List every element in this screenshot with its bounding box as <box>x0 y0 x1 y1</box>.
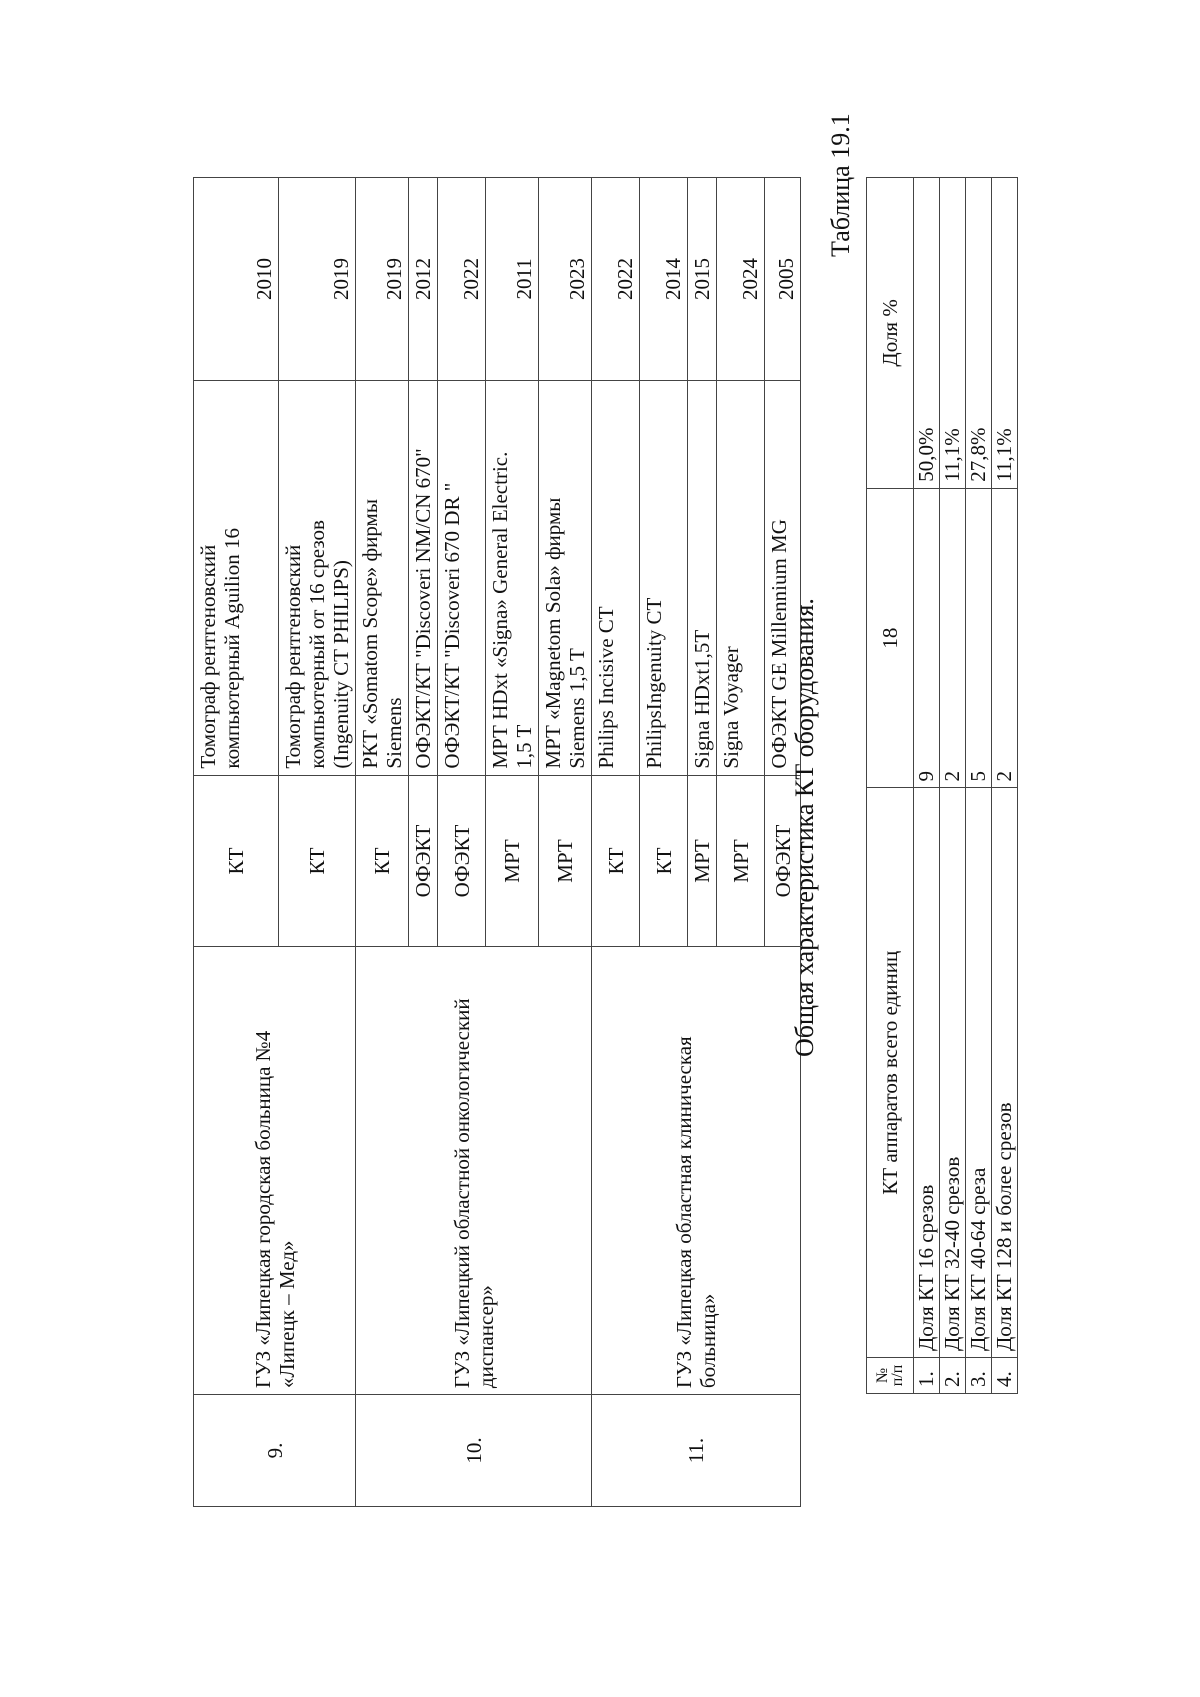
row-number: 1. <box>914 1358 940 1394</box>
row-name: Доля КТ 128 и более срезов <box>992 788 1018 1358</box>
equipment-model-line: ОФЭКТ/КТ "Discoveri 670 DR " <box>440 482 464 769</box>
row-share: 50,0% <box>914 178 940 489</box>
section-title: Общая характеристика КТ оборудования. <box>790 598 819 1057</box>
header-number-line: п/п <box>889 1364 906 1387</box>
table-row <box>194 178 279 1507</box>
table-number: Таблица 19.1 <box>826 113 855 257</box>
equipment-model <box>438 380 486 775</box>
row-name: Доля КТ 16 срезов <box>914 788 940 1358</box>
equipment-type: МРТ <box>688 775 717 947</box>
ct-summary-table <box>866 177 1018 1394</box>
organization-name-line: ГУЗ «Липецкий областной онкологический <box>449 998 474 1389</box>
install-year: 2024 <box>717 178 765 381</box>
equipment-model-line: Томограф рентгеновский <box>196 544 220 769</box>
install-year: 2019 <box>356 178 409 381</box>
row-count: 2 <box>940 488 966 788</box>
table-header-row <box>867 178 914 1394</box>
row-name: Доля КТ 40-64 среза <box>966 788 992 1358</box>
header-number-line: № <box>874 1367 891 1384</box>
organization-name-line: диспансер» <box>473 1285 498 1389</box>
equipment-model <box>688 380 717 775</box>
organization-name <box>592 947 801 1395</box>
equipment-type: ОФЭКТ <box>409 775 438 947</box>
install-year: 2019 <box>279 178 356 381</box>
equipment-model <box>279 380 356 775</box>
row-number: 11. <box>592 1395 801 1507</box>
equipment-model-line: Philips Incisive CT <box>594 606 618 769</box>
equipment-type: КТ <box>356 775 409 947</box>
install-year: 2012 <box>409 178 438 381</box>
equipment-table <box>193 177 801 1507</box>
organization-name-line: ГУЗ «Липецкая областная клиническая <box>672 1036 696 1389</box>
row-number: 10. <box>356 1395 592 1507</box>
equipment-type: КТ <box>279 775 356 947</box>
organization-name <box>194 947 356 1395</box>
install-year: 2014 <box>640 178 688 381</box>
organization-name-line: «Липецк – Мед» <box>274 1240 299 1389</box>
equipment-model-line: компьютерный от 16 срезов <box>305 520 329 769</box>
table-row <box>914 178 940 1394</box>
row-number: 3. <box>966 1358 992 1394</box>
equipment-model-line: МРТ «Magnetom Sola» фирмы <box>541 497 565 769</box>
equipment-model <box>194 380 279 775</box>
header-share: Доля % <box>867 178 914 489</box>
equipment-model-line: компьютерный Aguilion 16 <box>220 528 244 769</box>
row-number: 4. <box>992 1358 1018 1394</box>
equipment-type: ОФЭКТ <box>438 775 486 947</box>
organization-name-line: ГУЗ «Липецкая городская больница №4 <box>250 1030 275 1389</box>
install-year: 2015 <box>688 178 717 381</box>
install-year: 2023 <box>539 178 592 381</box>
equipment-model-line: PhilipsIngenuity CT <box>642 597 666 769</box>
equipment-model <box>592 380 640 775</box>
equipment-type: КТ <box>640 775 688 947</box>
row-count: 5 <box>966 488 992 788</box>
install-year: 2022 <box>438 178 486 381</box>
install-year: 2011 <box>486 178 539 381</box>
row-name: Доля КТ 32-40 срезов <box>940 788 966 1358</box>
install-year: 2010 <box>194 178 279 381</box>
table-row <box>966 178 992 1394</box>
equipment-model-line: Signa HDxt1,5T <box>690 629 714 769</box>
row-share: 11,1% <box>992 178 1018 489</box>
equipment-model-line: ОФЭКТ/КТ "Discoveri NM/CN 670" <box>411 448 435 769</box>
equipment-model-line: Signa Voyager <box>719 646 743 769</box>
equipment-type: МРТ <box>486 775 539 947</box>
row-share: 27,8% <box>966 178 992 489</box>
equipment-model <box>409 380 438 775</box>
table-row <box>992 178 1018 1394</box>
organization-name <box>356 947 592 1395</box>
header-number <box>867 1358 914 1394</box>
equipment-model-line: 1,5 T <box>512 724 536 769</box>
equipment-model <box>640 380 688 775</box>
equipment-type: ОФЭКТ <box>765 775 801 947</box>
equipment-model-line: (Ingenuity CT PHILIPS) <box>329 560 353 769</box>
equipment-model-line: Siemens <box>382 697 406 769</box>
equipment-type: КТ <box>194 775 279 947</box>
equipment-type: КТ <box>592 775 640 947</box>
equipment-model <box>539 380 592 775</box>
equipment-model-line: РКТ «Somatom Scope» фирмы <box>358 499 382 769</box>
equipment-type: МРТ <box>717 775 765 947</box>
equipment-model <box>356 380 409 775</box>
organization-name-line: больница» <box>696 1293 720 1389</box>
row-number: 2. <box>940 1358 966 1394</box>
equipment-model-line: Siemens 1,5 T <box>565 648 589 769</box>
equipment-model-line: Томограф рентгеновский <box>281 544 305 769</box>
row-count: 9 <box>914 488 940 788</box>
header-count: 18 <box>867 488 914 788</box>
row-count: 2 <box>992 488 1018 788</box>
equipment-model <box>486 380 539 775</box>
install-year: 2005 <box>765 178 801 381</box>
table-row <box>592 178 640 1507</box>
row-number: 9. <box>194 1395 356 1507</box>
equipment-model <box>717 380 765 775</box>
table-row <box>940 178 966 1394</box>
table-row <box>356 178 409 1507</box>
header-name: КТ аппаратов всего единиц <box>867 788 914 1358</box>
equipment-type: МРТ <box>539 775 592 947</box>
equipment-model-line: МРТ HDxt «Signa» General Electric. <box>488 451 512 769</box>
equipment-model-line: ОФЭКТ GE Millennium MG <box>767 519 791 769</box>
install-year: 2022 <box>592 178 640 381</box>
row-share: 11,1% <box>940 178 966 489</box>
